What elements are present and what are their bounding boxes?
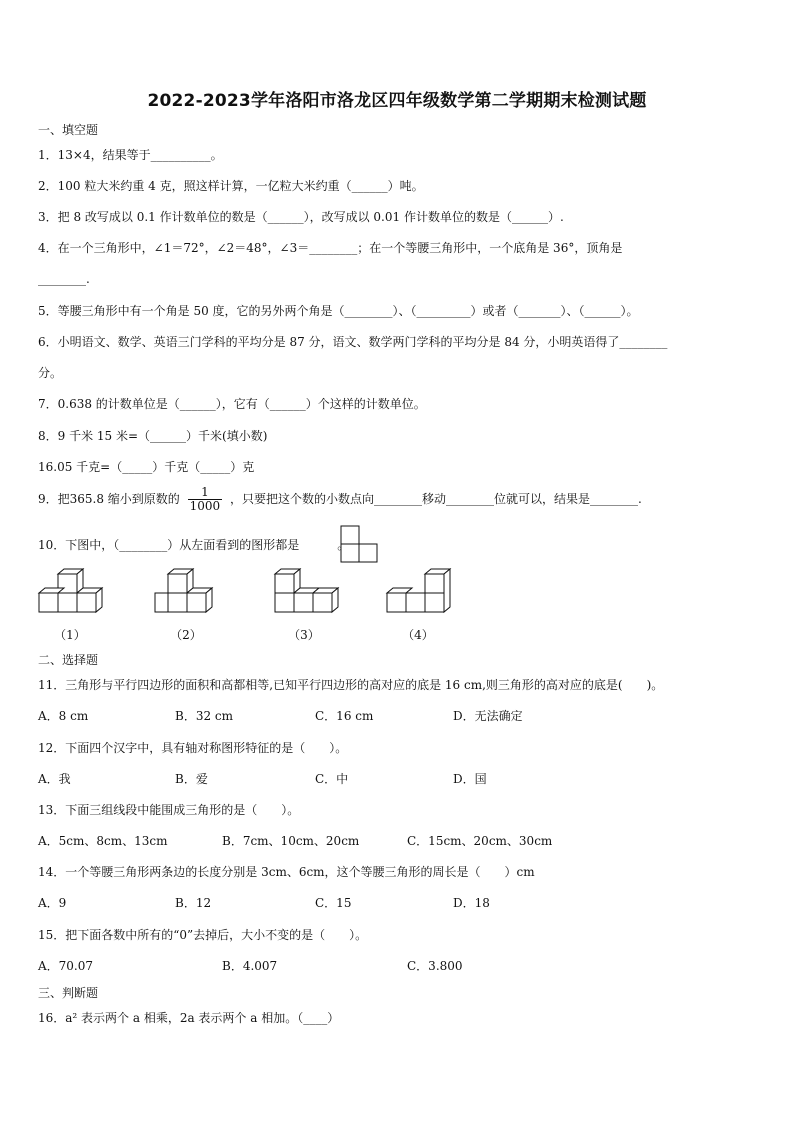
q14-option-b: B．12 (175, 896, 212, 910)
question-5: 5．等腰三角形中有一个角是 50 度，它的另外两个角是（________）、（_________）或者（_______）、（______）。 (38, 304, 639, 318)
question-16: 16．a² 表示两个 a 相乘，2a 表示两个 a 相加。（____） (38, 1011, 340, 1025)
q11-option-d: D．无法确定 (453, 709, 523, 723)
page-title: 2022-2023学年洛阳市洛龙区四年级数学第二学期期末检测试题 (147, 91, 647, 111)
q15-option-a: A．70.07 (38, 959, 94, 973)
figure-2-label: （2） (170, 628, 202, 642)
question-6-cont: 分。 (38, 366, 63, 380)
question-9-prefix: 9．把365.8 缩小到原数的 (38, 492, 180, 506)
cube-figure-2-icon (152, 568, 220, 618)
question-7: 7．0.638 的计数单位是（______），它有（______）个这样的计数单位。 (38, 397, 426, 411)
q12-option-c: C．中 (315, 772, 349, 786)
fraction-denominator: 1000 (189, 499, 221, 513)
figure-3-label: （3） (288, 628, 320, 642)
figure-1-label: （1） (54, 628, 86, 642)
figure-4-label: （4） (402, 628, 434, 642)
question-1: 1．13×4，结果等于__________。 (38, 148, 223, 162)
cube-figure-4-icon (384, 568, 454, 618)
question-13: 13．下面三组线段中能围成三角形的是（ ）。 (38, 803, 300, 817)
section-true-false: 三、判断题 (38, 986, 99, 1000)
q14-option-d: D．18 (453, 896, 490, 910)
question-9-suffix: ，只要把这个数的小数点向________移动________位就可以，结果是________. (230, 492, 642, 506)
q11-option-b: B．32 cm (175, 709, 234, 723)
q14-option-c: C．15 (315, 896, 352, 910)
question-4: 4．在一个三角形中，∠1＝72°，∠2＝48°，∠3＝________；在一个等腰三角形中，一个底角是 36°，顶角是 (38, 241, 623, 255)
question-3: 3．把 8 改写成以 0.1 作计数单位的数是（______），改写成以 0.01 作计数单位的数是（______）. (38, 210, 564, 224)
question-15: 15．把下面各数中所有的“0”去掉后，大小不变的是（ ）。 (38, 928, 368, 942)
question-11: 11．三角形与平行四边形的面积和高都相等,已知平行四边形的高对应的底是 16 cm,则三角形的高对应的底是( )。 (38, 678, 664, 692)
question-12: 12．下面四个汉字中，具有轴对称图形特征的是（ ）。 (38, 741, 348, 755)
section-multiple-choice: 二、选择题 (38, 653, 99, 667)
q15-option-c: C．3.800 (407, 959, 463, 973)
q13-option-c: C．15cm、20cm、30cm (407, 834, 553, 848)
q13-option-a: A．5cm、8cm、13cm (38, 834, 168, 848)
question-14: 14．一个等腰三角形两条边的长度分别是 3cm、6cm，这个等腰三角形的周长是（ ）cm (38, 865, 535, 879)
section-fill-blank: 一、填空题 (38, 123, 99, 137)
question-6: 6．小明语文、数学、英语三门学科的平均分是 87 分，语文、数学两门学科的平均分是 84 分，小明英语得了________ (38, 335, 668, 349)
question-10-suffix: 。 (337, 538, 350, 552)
question-9 (38, 486, 642, 513)
question-8-cont: 16.05 千克=（_____）千克（_____）克 (38, 460, 255, 474)
q11-option-c: C．16 cm (315, 709, 374, 723)
left-view-shape-icon (340, 525, 380, 563)
question-10-prefix: 10．下图中，（________）从左面看到的图形都是 (38, 538, 300, 552)
q15-option-b: B．4.007 (222, 959, 278, 973)
fraction-numerator: 1 (188, 486, 223, 500)
q12-option-a: A．我 (38, 772, 71, 786)
cube-figure-3-icon (272, 568, 340, 618)
question-2: 2．100 粒大米约重 4 克，照这样计算，一亿粒大米约重（______）吨。 (38, 179, 424, 193)
q11-option-a: A．8 cm (38, 709, 89, 723)
q12-option-b: B．爱 (175, 772, 208, 786)
q12-option-d: D．国 (453, 772, 487, 786)
question-10 (38, 537, 349, 553)
question-8: 8．9 千米 15 米=（______）千米(填小数) (38, 429, 268, 443)
question-4-cont: ________. (38, 272, 90, 286)
q13-option-b: B．7cm、10cm、20cm (222, 834, 360, 848)
cube-figure-1-icon (36, 568, 104, 618)
q14-option-a: A．9 (38, 896, 67, 910)
fraction (188, 486, 223, 513)
